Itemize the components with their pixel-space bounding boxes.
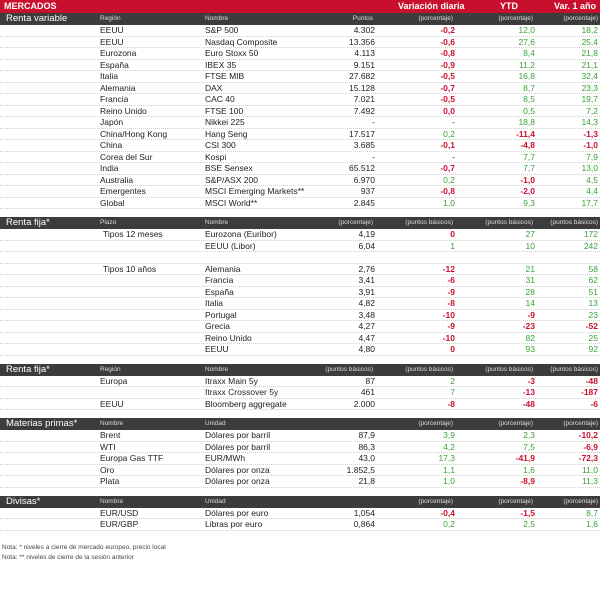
table-cell: - (452, 151, 455, 162)
table-cell: -9 (447, 286, 455, 297)
column-header: Nombre (205, 15, 229, 22)
table-cell: EUR/USD (100, 507, 139, 518)
table-row (0, 275, 600, 287)
markets-header (0, 0, 600, 13)
col-ytd: YTD (500, 1, 518, 11)
table-cell: 16,8 (518, 71, 535, 81)
table-cell: 7,2 (586, 105, 598, 116)
table-row (0, 442, 600, 454)
table-cell: -1,0 (520, 174, 535, 185)
table-row (0, 175, 600, 187)
table-cell: 87 (365, 375, 375, 386)
column-header: (puntos básicos) (405, 219, 453, 226)
table-cell: Dólares por barril (205, 430, 271, 440)
table-cell: Hang Seng (205, 128, 248, 139)
column-header: (porcentaje) (563, 497, 598, 505)
table-cell: 13 (588, 298, 598, 308)
table-cell: -4,8 (520, 140, 535, 150)
table-cell: 17,3 (438, 453, 455, 463)
table-cell: 172 (583, 229, 598, 239)
table-cell: España (205, 286, 234, 297)
table-cell: WTI (100, 441, 116, 452)
table-cell: -6,9 (583, 441, 598, 452)
column-header: (porcentaje) (418, 497, 453, 505)
section-header-divisas (0, 496, 600, 508)
column-header: (porcentaje) (338, 219, 373, 226)
table-cell: 0,5 (523, 105, 535, 116)
table-cell: 92 (588, 344, 598, 354)
table-cell: -0,6 (440, 36, 455, 47)
table-cell: 4,80 (358, 344, 375, 354)
table-cell: 21,1 (581, 59, 598, 70)
table-cell: 31 (525, 275, 535, 285)
table-cell: 11,0 (582, 464, 598, 475)
section-title: Materias primas* (6, 418, 78, 429)
table-cell: Dólares por onza (205, 464, 270, 475)
table-cell: -6 (447, 275, 455, 285)
table-cell: Alemania (100, 82, 136, 93)
table-cell: 14,3 (581, 117, 598, 127)
table-cell: -1,3 (583, 128, 598, 139)
table-cell: 937 (360, 186, 375, 196)
column-header: Región (100, 15, 121, 22)
table-cell: 8,4 (523, 48, 535, 58)
table-cell: 0 (450, 344, 455, 354)
table-cell: 93 (525, 344, 535, 354)
table-cell: 19,7 (581, 94, 598, 104)
table-cell: 25,4 (581, 36, 598, 47)
table-cell: -12 (442, 263, 455, 274)
section-gap (0, 488, 600, 496)
column-header: (porcentaje) (418, 420, 453, 427)
column-header: Nombre (100, 420, 124, 427)
table-cell: 8,7 (586, 507, 598, 518)
table-row (0, 60, 600, 72)
col-var-1-ano: Var. 1 año (554, 1, 597, 11)
table-cell: Tipos 12 meses (103, 229, 163, 239)
table-cell: Dólares por euro (205, 507, 269, 518)
column-header: (puntos básicos) (485, 365, 533, 373)
table-cell: 11,3 (582, 476, 598, 486)
table-cell: - (372, 117, 375, 127)
table-cell: EEUU (205, 344, 229, 354)
table-cell: -0,8 (440, 48, 455, 58)
table-cell: Libras por euro (205, 519, 263, 529)
table-cell: -2,0 (520, 186, 535, 196)
table-cell: 9,3 (523, 197, 535, 208)
table-cell: IBEX 35 (205, 59, 237, 70)
table-cell: 15.128 (349, 82, 375, 93)
table-cell: 2,3 (523, 430, 535, 440)
table-cell: BSE Sensex (205, 163, 253, 173)
table-cell: -9 (527, 309, 535, 320)
table-cell: 0,0 (443, 105, 455, 116)
table-cell: 17,7 (581, 197, 598, 208)
table-cell: India (100, 163, 119, 173)
column-header: Región (100, 365, 121, 373)
table-cell: 0,2 (443, 128, 455, 139)
table-row (0, 186, 600, 198)
table-cell: -1,5 (520, 507, 535, 518)
table-cell: -8 (447, 398, 455, 409)
table-cell: 8,5 (523, 94, 535, 104)
table-cell: 23,3 (581, 82, 598, 93)
table-cell: Itraxx Main 5y (205, 375, 258, 386)
column-header: Puntos (352, 15, 373, 22)
note-1: Nota: * niveles a cierre de mercado europeo, precio local (2, 543, 166, 551)
table-cell: 32,4 (581, 71, 598, 81)
table-cell: FTSE 100 (205, 105, 244, 116)
table-cell: 4.302 (353, 25, 375, 35)
table-row (0, 333, 600, 345)
table-cell: 6.970 (353, 174, 375, 185)
table-cell: 7,7 (523, 151, 535, 162)
table-cell: 0 (450, 229, 455, 239)
table-cell: 4,47 (358, 332, 375, 343)
table-cell: 0,2 (443, 174, 455, 185)
column-header: Plazo (100, 219, 117, 226)
section-header-renta-fija-2 (0, 364, 600, 376)
table-cell: 2,5 (523, 519, 535, 529)
table-cell: Europa Gas TTF (100, 453, 164, 463)
table-row (0, 241, 600, 253)
table-cell: Portugal (205, 309, 237, 320)
table-row (0, 264, 600, 276)
table-cell: 3,91 (358, 286, 375, 297)
table-row (0, 430, 600, 442)
table-cell: Reino Unido (205, 332, 252, 343)
table-cell: 14 (525, 298, 535, 308)
table-cell: Corea del Sur (100, 151, 153, 162)
column-header: (porcentaje) (418, 15, 453, 22)
table-cell: 0,864 (353, 519, 375, 529)
table-cell: 58 (588, 263, 598, 274)
table-cell: 18,2 (581, 25, 598, 35)
table-cell: -0,1 (440, 140, 455, 150)
table-row (0, 152, 600, 164)
table-cell: FTSE MIB (205, 71, 245, 81)
table-cell: Tipos 10 años (103, 263, 157, 274)
table-cell: 25 (588, 332, 598, 343)
table-cell: 7.492 (353, 105, 375, 116)
table-cell: 1 (450, 240, 455, 251)
table-row (0, 37, 600, 49)
table-cell: 21,8 (358, 476, 375, 486)
table-cell: 3,41 (358, 275, 375, 285)
table-cell: Francia (100, 94, 129, 104)
table-row (0, 508, 600, 520)
table-cell: -72,3 (578, 453, 598, 463)
table-cell: Global (100, 197, 125, 208)
table-cell: 1,0 (443, 197, 455, 208)
table-cell: 21 (525, 263, 535, 274)
table-cell: -10 (442, 332, 455, 343)
note-2: Nota: ** niveles de cierre de la sesión anterior (2, 553, 134, 561)
table-cell: 4,4 (586, 186, 598, 196)
table-cell: 4.113 (354, 48, 375, 58)
table-row (0, 48, 600, 60)
section-gap (0, 356, 600, 364)
table-cell: -0,5 (440, 71, 455, 81)
table-row (0, 344, 600, 356)
section-title: Renta fija* (6, 217, 50, 228)
section-gap (0, 410, 600, 418)
table-cell: Francia (205, 275, 234, 285)
table-row (0, 387, 600, 399)
table-cell: -0,4 (440, 507, 455, 518)
table-cell: 6,04 (358, 240, 375, 251)
section-header-materias (0, 418, 600, 430)
table-cell: China (100, 140, 123, 150)
table-cell: 1,6 (586, 519, 598, 529)
table-cell: España (100, 59, 129, 70)
table-cell: 0,2 (443, 519, 455, 529)
table-cell: Nasdaq Composite (205, 36, 278, 47)
column-header: Unidad (205, 420, 226, 427)
table-cell: 51 (588, 286, 598, 297)
table-cell: 1,6 (523, 464, 535, 475)
table-row (0, 310, 600, 322)
table-row (0, 198, 600, 210)
col-variacion-diaria: Variación diaria (398, 1, 465, 11)
table-cell: EUR/GBP (100, 519, 139, 529)
table-cell: MSCI World** (205, 197, 258, 208)
table-cell: 21,8 (581, 48, 598, 58)
table-cell: -48 (585, 375, 598, 386)
table-cell: Reino Unido (100, 105, 147, 116)
column-header: Nombre (100, 497, 124, 505)
column-header: (puntos básicos) (485, 219, 533, 226)
table-cell: Oro (100, 464, 115, 475)
table-cell: -8 (447, 298, 455, 308)
markets-title: MERCADOS (4, 1, 57, 11)
table-row (0, 83, 600, 95)
table-cell: -8,9 (520, 476, 535, 486)
table-cell: -9 (447, 321, 455, 331)
table-row (0, 453, 600, 465)
table-cell: 1.852,5 (346, 464, 375, 475)
table-cell: -10,2 (578, 430, 598, 440)
table-row (0, 298, 600, 310)
table-cell: S&P 500 (205, 25, 239, 35)
table-row (0, 140, 600, 152)
column-header: (puntos básicos) (325, 365, 373, 373)
table-cell: 86,3 (358, 441, 375, 452)
table-cell: -41,9 (515, 453, 535, 463)
table-row (0, 71, 600, 83)
table-cell: -0,9 (440, 59, 455, 70)
table-row (0, 129, 600, 141)
section-header-renta-fija-1 (0, 217, 600, 229)
table-row (0, 94, 600, 106)
section-title: Renta variable (6, 13, 68, 24)
table-cell: -0,5 (440, 94, 455, 104)
table-cell: 7,5 (523, 441, 535, 452)
table-cell: 4,82 (358, 298, 375, 308)
table-cell: -10 (442, 309, 455, 320)
table-cell: 3,48 (358, 309, 375, 320)
table-cell: 9.151 (353, 59, 375, 70)
column-header: Nombre (205, 365, 229, 373)
table-cell: Italia (100, 71, 118, 81)
table-cell: Itraxx Crossover 5y (205, 387, 279, 397)
table-cell: 4,19 (358, 229, 375, 239)
section-gap (0, 531, 600, 539)
table-cell: -3 (527, 375, 535, 386)
table-cell: EEUU (100, 36, 124, 47)
table-cell: Europa (100, 375, 128, 386)
table-cell: -0,7 (440, 82, 455, 93)
column-header: (puntos básicos) (405, 365, 453, 373)
column-header: Unidad (205, 497, 226, 505)
table-cell: 65.512 (349, 163, 375, 173)
table-cell: Alemania (205, 263, 241, 274)
table-cell: -23 (522, 321, 535, 331)
table-cell: 18,8 (518, 117, 535, 127)
table-cell: -6 (590, 398, 598, 409)
table-cell: 1,1 (443, 464, 455, 475)
table-cell: 8,7 (523, 82, 535, 93)
column-header: Nombre (205, 219, 229, 226)
column-header: (porcentaje) (498, 420, 533, 427)
table-cell: Eurozona (100, 48, 137, 58)
table-cell: 28 (525, 286, 535, 297)
column-header: (porcentaje) (563, 420, 598, 427)
table-cell: Australia (100, 174, 134, 185)
table-row (0, 465, 600, 477)
table-cell: Bloomberg aggregate (205, 398, 287, 409)
table-row (0, 476, 600, 488)
table-cell: China/Hong Kong (100, 128, 168, 139)
table-cell: -52 (585, 321, 598, 331)
table-cell: DAX (205, 82, 223, 93)
table-cell: -11,4 (516, 128, 535, 139)
table-cell: 17.517 (349, 128, 375, 139)
section-header-renta-variable (0, 13, 600, 25)
table-cell: 87,9 (358, 430, 375, 440)
table-cell: 11,2 (519, 59, 535, 70)
table-cell: Plata (100, 476, 120, 486)
table-cell: 7.021 (353, 94, 375, 104)
table-cell: EEUU (100, 398, 124, 409)
table-cell: 4,5 (586, 174, 598, 185)
column-header: (puntos básicos) (550, 219, 598, 226)
table-cell: CSI 300 (205, 140, 236, 150)
table-cell: 7,7 (523, 163, 535, 173)
table-row (0, 321, 600, 333)
notes (0, 543, 600, 563)
table-cell: -48 (522, 398, 535, 409)
table-cell: Nikkei 225 (205, 117, 245, 127)
table-cell: 27,6 (518, 36, 535, 47)
table-cell: Grecia (205, 321, 231, 331)
table-row (0, 117, 600, 129)
section-title: Divisas* (6, 495, 41, 507)
table-cell: Dólares por barril (205, 441, 271, 452)
table-cell: 7,9 (586, 151, 598, 162)
table-cell: MSCI Emerging Markets** (205, 186, 305, 196)
table-cell: 12,0 (518, 25, 535, 35)
table-cell: 27.682 (349, 71, 375, 81)
table-row (0, 376, 600, 388)
table-cell: -187 (580, 387, 598, 397)
table-cell: 23 (588, 309, 598, 320)
table-cell: Japón (100, 117, 124, 127)
table-cell: 62 (588, 275, 598, 285)
table-row (0, 519, 600, 531)
table-cell: 7 (450, 387, 455, 397)
table-cell: Brent (100, 430, 121, 440)
table-cell: 4,27 (358, 321, 375, 331)
table-cell: 2.845 (353, 197, 375, 208)
table-cell: 461 (360, 387, 375, 397)
table-cell: 10 (525, 240, 535, 251)
table-row (0, 106, 600, 118)
table-row (0, 399, 600, 411)
table-cell: 3,9 (443, 430, 455, 440)
table-cell: 13,0 (581, 163, 598, 173)
table-row (0, 229, 600, 241)
table-cell: - (452, 117, 455, 127)
column-header: (porcentaje) (498, 497, 533, 505)
table-row (0, 252, 600, 264)
table-cell: 13.356 (349, 36, 375, 47)
table-cell: EEUU (100, 25, 124, 35)
table-cell: 1,054 (353, 507, 375, 518)
table-cell: Eurozona (Euribor) (205, 229, 277, 239)
table-row (0, 163, 600, 175)
table-cell: Kospi (205, 151, 227, 162)
table-row (0, 25, 600, 37)
table-cell: -0,2 (440, 25, 455, 35)
table-cell: Italia (205, 298, 223, 308)
table-row (0, 287, 600, 299)
table-cell: 27 (525, 229, 535, 239)
column-header: (porcentaje) (498, 15, 533, 22)
table-cell: 2 (450, 375, 455, 386)
table-cell: Emergentes (100, 186, 146, 196)
table-cell: CAC 40 (205, 94, 235, 104)
section-title: Renta fija* (6, 363, 50, 375)
table-cell: 2.000 (353, 398, 375, 409)
table-cell: 1,0 (443, 476, 455, 486)
table-cell: -0,7 (440, 163, 455, 173)
table-cell: Dólares por onza (205, 476, 270, 486)
table-cell: 2,76 (358, 263, 375, 274)
table-cell: EEUU (Libor) (205, 240, 256, 251)
table-cell: Euro Stoxx 50 (205, 48, 259, 58)
table-cell: -13 (522, 387, 535, 397)
table-cell: 43,0 (358, 453, 375, 463)
table-cell: -0,8 (440, 186, 455, 196)
table-cell: 82 (525, 332, 535, 343)
column-header: (puntos básicos) (550, 365, 598, 373)
section-gap (0, 209, 600, 217)
table-cell: -1,0 (583, 140, 598, 150)
table-cell: EUR/MWh (205, 453, 246, 463)
table-cell: 242 (583, 240, 598, 251)
table-cell: 4,2 (443, 441, 455, 452)
table-cell: - (372, 151, 375, 162)
table-cell: S&P/ASX 200 (205, 174, 258, 185)
table-cell: 3.685 (353, 140, 375, 150)
column-header: (porcentaje) (563, 15, 598, 22)
